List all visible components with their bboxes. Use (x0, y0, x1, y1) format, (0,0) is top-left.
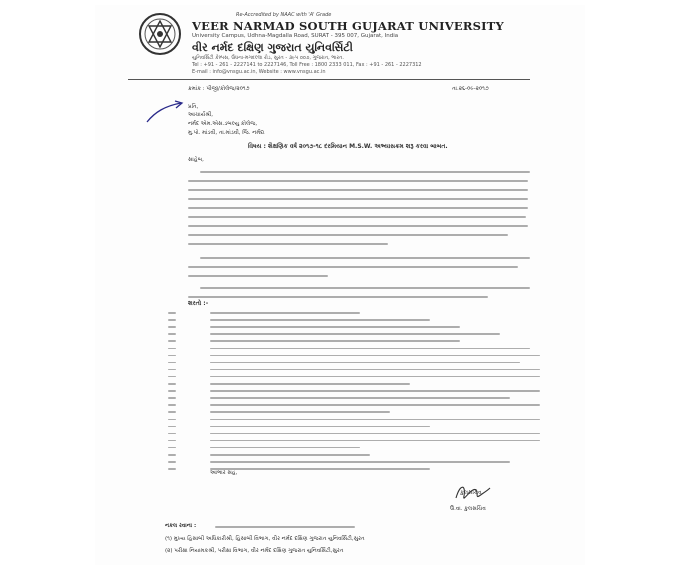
condition-text-line (168, 397, 176, 399)
university-logo (138, 12, 182, 56)
condition-text-line (168, 319, 176, 321)
condition-text-line (168, 461, 176, 463)
condition-text-line (168, 468, 176, 470)
body-text-line (200, 171, 530, 173)
body-text-line (200, 257, 530, 259)
contact-phones (192, 62, 422, 68)
body-text-line (200, 287, 530, 289)
conditions-heading: શરતો :- (188, 300, 209, 307)
condition-text-line (210, 383, 410, 385)
handwritten-arrow-mark (145, 100, 185, 126)
condition-text-line (210, 312, 360, 314)
condition-text-line (210, 454, 370, 456)
condition-text-line (168, 419, 176, 421)
condition-text-line (168, 340, 176, 342)
subject-line: વિષય : શૈક્ષણિક વર્ષ ૨૦૧૭-૧૮ દરમિયાન M.S.W. અભ્યાસક્રમ શરૂ કરવા બાબત. (248, 143, 448, 150)
condition-text-line (210, 411, 390, 413)
body-text-line (188, 225, 528, 227)
condition-text-line (168, 454, 176, 456)
body-text-line (188, 180, 528, 182)
body-text-line (188, 234, 508, 236)
body-text-line (188, 243, 388, 245)
condition-text-line (210, 348, 530, 350)
salutation: સાહેબ, (188, 157, 204, 163)
body-text-line (188, 296, 488, 298)
toll-free: Toll Free : 1800 2333 011, (289, 62, 355, 68)
condition-text-line (168, 426, 176, 428)
condition-text-line (210, 419, 540, 421)
body-text-line (188, 216, 526, 218)
condition-text-line (210, 404, 540, 406)
university-name: VEER NARMAD SOUTH GUJARAT UNIVERSITY (192, 19, 504, 33)
telephone: Tel : +91 - 261 - 2227141 to 2227146, (192, 62, 288, 68)
condition-text-line (168, 411, 176, 413)
addressee-line-2: નર્મદ એમ.એસ.ડબલ્યુ કોલેજ, (188, 121, 258, 127)
email-website: E-mail : info@vnsgu.ac.in, Website : www.vnsgu.ac.in (192, 69, 326, 75)
addressee-line-3: મુ.પો. માંડવી, તા.માંડવી, જિ. નર્મદા (188, 130, 265, 136)
accreditation-text: Re-Accredited by NAAC with 'A' Grade (236, 12, 332, 18)
closing-text: આભાર સહ, (210, 470, 238, 476)
condition-text-line (168, 355, 176, 357)
condition-text-line (210, 340, 460, 342)
copy-to-heading: નકલ રવાના : (165, 523, 197, 529)
condition-text-line (210, 326, 460, 328)
body-text-line (188, 207, 528, 209)
signatory-title: ઉ.વા. કુલસચિવ (450, 506, 486, 512)
letter-page (95, 5, 585, 565)
university-name-gujarati: વીર નર્મદ દક્ષિણ ગુજરાત યુનિવર્સિટી (192, 41, 353, 54)
addressee-line-1: આચાર્યશ્રી, (188, 112, 214, 118)
condition-text-line (168, 326, 176, 328)
reference-number: ક્રમાંક : પીજી/કોલેજ/૨૦૧૭ (188, 86, 250, 92)
copy-recipient-2: (૨) પરીક્ષા નિયામકશ્રી, પરીક્ષા વિભાગ, વીર નર્મદ દક્ષિણ ગુજરાત યુનિવર્સિટી,સુરત (165, 548, 344, 554)
copy-recipient-1: (૧) મુખ્ય હિસાબી અધિકારીશ્રી, હિસાબી વિભાગ, વીર નર્મદ દક્ષિણ ગુજરાત યુનિવર્સિટી,સુરત (165, 536, 365, 542)
body-text-line (188, 198, 528, 200)
body-text-line (188, 275, 328, 277)
condition-text-line (210, 333, 500, 335)
condition-text-line (168, 383, 176, 385)
condition-text-line (168, 333, 176, 335)
condition-text-line (168, 390, 176, 392)
letter-date: તા.૨૬-૦૯-૨૦૧૭ (452, 86, 489, 92)
condition-text-line (210, 397, 510, 399)
body-text-line (188, 266, 518, 268)
to-label: પ્રતિ, (188, 104, 199, 110)
condition-text-line (210, 468, 430, 470)
condition-text-line (210, 319, 430, 321)
university-address: University Campus, Udhna-Magdalla Road, SURAT - 395 007, Gujarat, India (192, 33, 399, 39)
condition-text-line (168, 312, 176, 314)
body-text-line (188, 189, 528, 191)
header-divider (128, 79, 530, 80)
condition-text-line (168, 404, 176, 406)
condition-text-line (210, 355, 540, 357)
condition-text-line (210, 390, 540, 392)
copy-to-note-text (215, 526, 355, 528)
condition-text-line (168, 348, 176, 350)
fax: Fax : +91 - 261 - 2227312 (355, 62, 422, 68)
condition-text-line (210, 426, 430, 428)
signature-label: કુલસચિવ (460, 490, 482, 496)
condition-text-line (210, 461, 510, 463)
university-address-gujarati: યુનિવર્સિટી કેમ્પસ, ઉધના-મગદલ્લા રોડ, સુરત - ૩૯૫ ૦૦૭, ગુજરાત, ભારત. (192, 55, 344, 61)
